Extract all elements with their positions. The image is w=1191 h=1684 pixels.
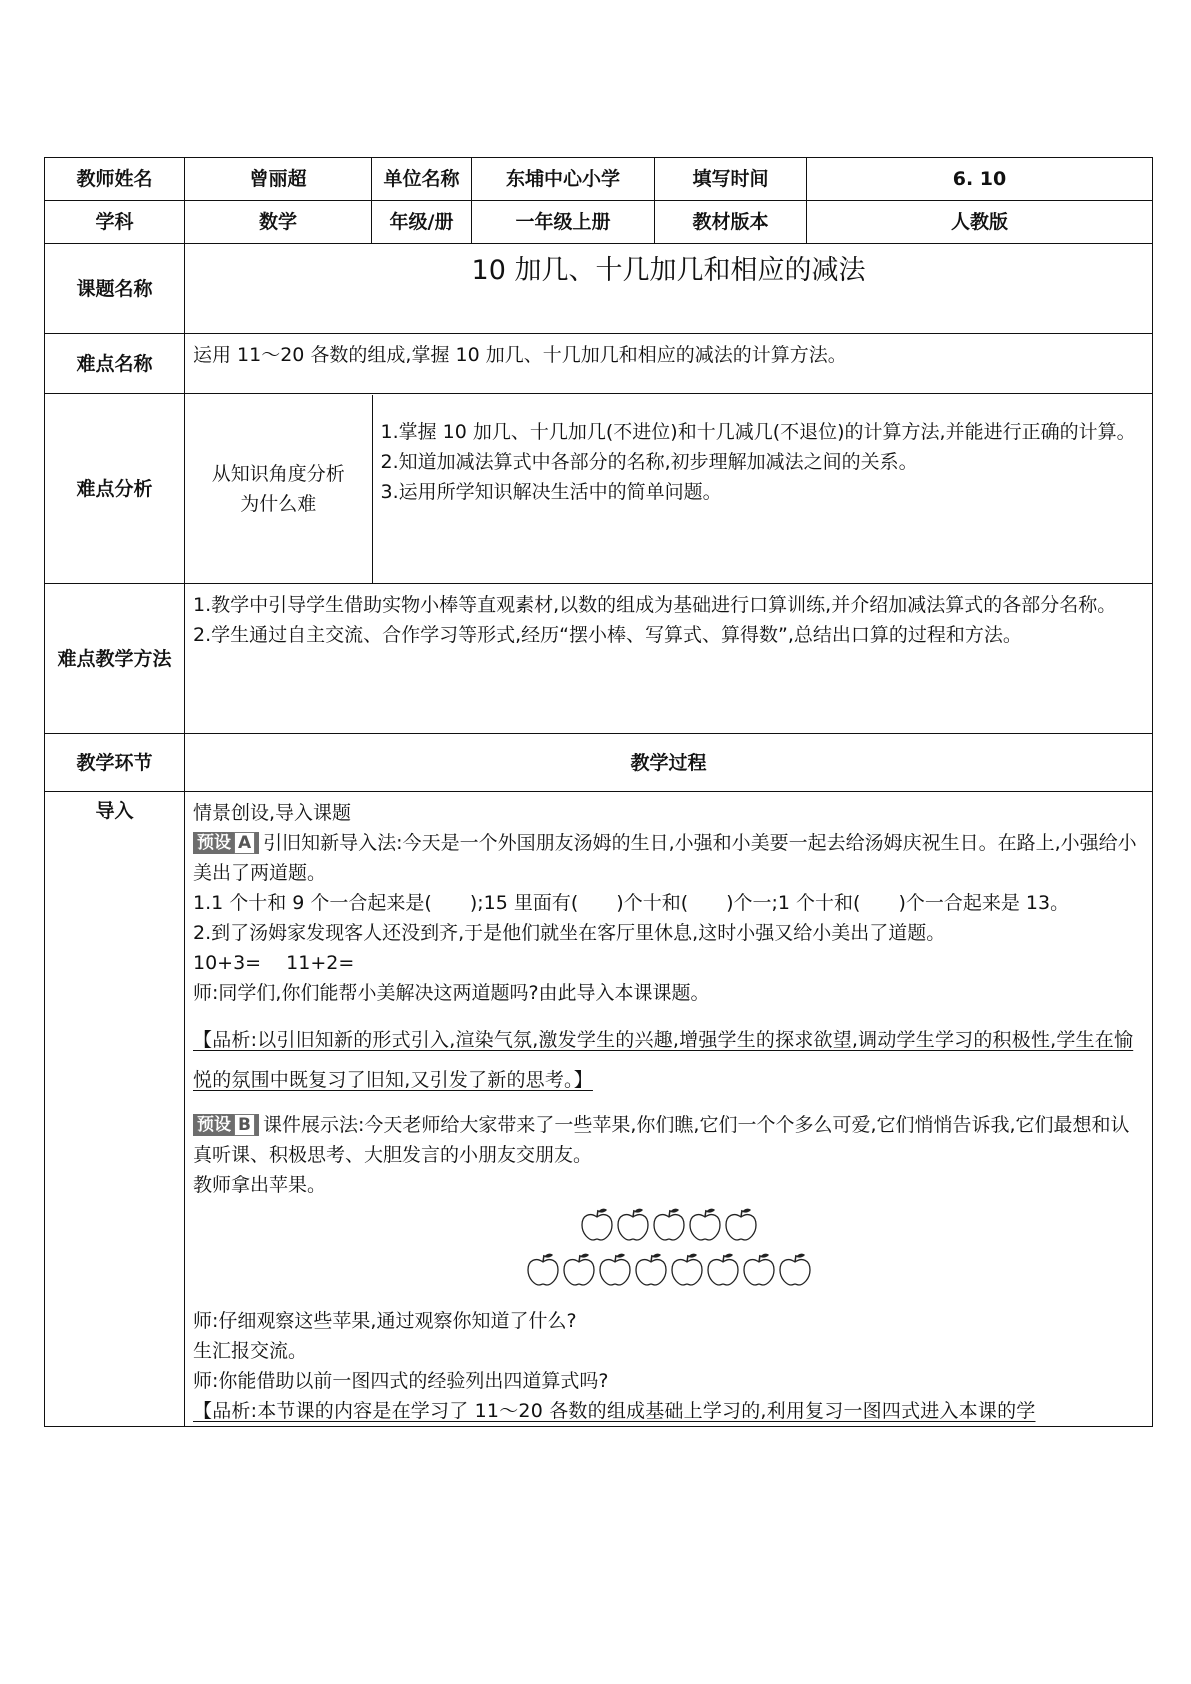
date-label: 填写时间 xyxy=(655,158,807,201)
intro-stage: 导入 xyxy=(45,792,185,1427)
question-2: 2.到了汤姆家发现客人还没到齐,于是他们就坐在客厅里休息,这时小强又给小美出了道题。 xyxy=(193,922,946,944)
analysis-row xyxy=(45,394,1153,584)
ask-line: 师:你能借助以前一图四式的经验列出四道算式吗? xyxy=(193,1370,609,1392)
apple-icon xyxy=(580,1206,614,1242)
topic-label: 课题名称 xyxy=(45,244,185,334)
method-point: 2.学生通过自主交流、合作学习等形式,经历“摆小棒、写算式、算得数”,总结出口算的过程和方法。 xyxy=(193,624,1022,646)
intro-row xyxy=(45,792,1153,1427)
apple-row xyxy=(193,1251,1144,1296)
observe-line: 师:仔细观察这些苹果,通过观察你知道了什么? xyxy=(193,1310,577,1332)
question-1: 1.1 个十和 9 个一合起来是( );15 里面有( )个十和( )个一;1 个十和( )个一合起来是 13。 xyxy=(193,892,1070,914)
report-line: 生汇报交流。 xyxy=(193,1340,308,1362)
equations: 10+3= 11+2= xyxy=(193,952,355,974)
subject-label: 学科 xyxy=(45,201,185,244)
grade-value: 一年级上册 xyxy=(472,201,655,244)
preset-a-word: 预设 xyxy=(197,833,231,853)
apple-icon xyxy=(724,1206,758,1242)
unit-value: 东埔中心小学 xyxy=(472,158,655,201)
apple-icon xyxy=(742,1251,776,1287)
header-row-1 xyxy=(45,158,1153,201)
analysis-content xyxy=(185,394,1153,584)
process-header: 教学过程 xyxy=(185,734,1153,792)
edition-label: 教材版本 xyxy=(655,201,807,244)
apple-icon xyxy=(634,1251,668,1287)
preset-b-paragraph xyxy=(193,1110,1144,1170)
analysis-points xyxy=(372,395,1152,583)
date-value: 6. 10 xyxy=(807,158,1153,201)
process-header-row xyxy=(45,734,1153,792)
apple-icon xyxy=(688,1206,722,1242)
teacher-value: 曾丽超 xyxy=(185,158,372,201)
edition-value: 人教版 xyxy=(807,201,1153,244)
analysis-point: 1.掌握 10 加几、十几加几(不进位)和十几减几(不退位)的计算方法,并能进行正确的计算。 xyxy=(380,420,1136,443)
apple-icon xyxy=(616,1206,650,1242)
preset-b-badge xyxy=(193,1114,259,1136)
difficulty-value: 运用 11～20 各数的组成,掌握 10 加几、十几加几和相应的减法的计算方法。 xyxy=(185,334,1153,394)
difficulty-label: 难点名称 xyxy=(45,334,185,394)
method-row xyxy=(45,584,1153,734)
apple-row xyxy=(193,1206,1144,1251)
difficulty-row xyxy=(45,334,1153,394)
teacher-line: 师:同学们,你们能帮小美解决这两道题吗?由此导入本课课题。 xyxy=(193,982,710,1004)
analysis-point: 3.运用所学知识解决生活中的简单问题。 xyxy=(380,480,722,503)
method-point: 1.教学中引导学生借助实物小棒等直观素材,以数的组成为基础进行口算训练,并介绍加减法算式的各部分名称。 xyxy=(193,594,1117,616)
apple-icon xyxy=(706,1251,740,1287)
intro-content xyxy=(185,792,1153,1427)
preset-a-text: 引旧知新导入法:今天是一个外国朋友汤姆的生日,小强和小美要一起去给汤姆庆祝生日。在路上,小强给小美出了两道题。 xyxy=(193,832,1137,884)
method-content xyxy=(185,584,1153,734)
apple-icon xyxy=(652,1206,686,1242)
preset-b-word: 预设 xyxy=(197,1115,231,1135)
apple-icon xyxy=(598,1251,632,1287)
preset-b-letter: B xyxy=(234,1114,255,1136)
apple-icon xyxy=(670,1251,704,1287)
teacher-label: 教师姓名 xyxy=(45,158,185,201)
header-row-2 xyxy=(45,201,1153,244)
stage-header: 教学环节 xyxy=(45,734,185,792)
lesson-plan-document xyxy=(44,157,1152,1427)
analysis-point: 2.知道加减法算式中各部分的名称,初步理解加减法之间的关系。 xyxy=(380,450,918,473)
apple-icon xyxy=(526,1251,560,1287)
teacher-apple: 教师拿出苹果。 xyxy=(193,1174,327,1196)
analysis-a: 【品析:以引旧知新的形式引入,渲染气氛,激发学生的兴趣,增强学生的探求欲望,调动学生学习的积极性,学生在愉悦的氛围中既复习了旧知,又引发了新的思考。】 xyxy=(193,1029,1134,1091)
preset-b-text: 课件展示法:今天老师给大家带来了一些苹果,你们瞧,它们一个个多么可爱,它们悄悄告诉我,它们最想和认真听课、积极思考、大胆发言的小朋友交朋友。 xyxy=(193,1114,1130,1166)
topic-row xyxy=(45,244,1153,334)
subject-value: 数学 xyxy=(185,201,372,244)
apple-illustration xyxy=(193,1200,1144,1306)
grade-label: 年级/册 xyxy=(372,201,472,244)
method-label: 难点教学方法 xyxy=(45,584,185,734)
analysis-angle: 从知识角度分析为什么难 xyxy=(185,395,372,583)
apple-icon xyxy=(778,1251,812,1287)
unit-label: 单位名称 xyxy=(372,158,472,201)
analysis-label: 难点分析 xyxy=(45,394,185,584)
preset-a-paragraph xyxy=(193,828,1144,888)
apple-icon xyxy=(562,1251,596,1287)
analysis-b: 【品析:本节课的内容是在学习了 11～20 各数的组成基础上学习的,利用复习一图四式进入本课的学 xyxy=(193,1400,1036,1422)
preset-a-badge xyxy=(193,832,259,854)
topic-title: 10 加几、十几加几和相应的减法 xyxy=(185,244,1153,334)
intro-heading: 情景创设,导入课题 xyxy=(193,802,352,824)
lesson-plan-table xyxy=(44,157,1153,1427)
preset-a-letter: A xyxy=(234,832,255,854)
analysis-inner-table xyxy=(185,395,1152,583)
